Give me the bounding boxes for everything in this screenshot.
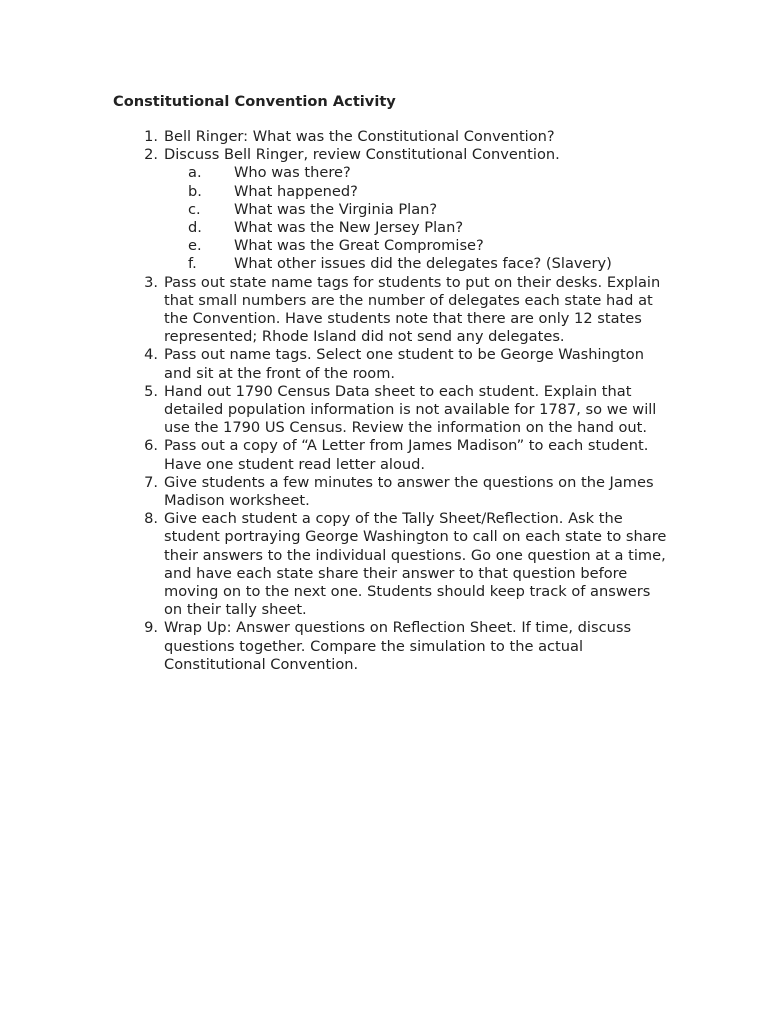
list-item — [113, 146, 673, 273]
list-item-text: Give students a few minutes to answer the questions on the James Madison worksheet. — [164, 473, 654, 510]
activity-steps-list — [113, 128, 673, 674]
sub-list-item — [164, 201, 673, 219]
sub-list-item-label: c. — [188, 200, 201, 218]
list-item — [113, 383, 673, 438]
sub-list-item — [164, 219, 673, 237]
list-item-number: 9. — [144, 619, 158, 637]
list-item — [113, 346, 673, 382]
list-item-number: 5. — [144, 382, 158, 400]
list-item-number: 7. — [144, 473, 158, 491]
sub-list-item-text: What was the New Jersey Plan? — [234, 219, 464, 237]
sub-list-item — [164, 164, 673, 182]
list-item-text: Pass out a copy of “A Letter from James Madison” to each student. Have one student read letter aloud. — [164, 437, 649, 473]
sub-list-item-text: What was the Great Compromise? — [234, 237, 484, 255]
list-item-number: 8. — [144, 510, 158, 528]
document-title: Constitutional Convention Activity — [113, 93, 396, 110]
list-item-number: 2. — [144, 146, 158, 164]
sub-list — [164, 164, 673, 273]
list-item-text: Give each student a copy of the Tally Sheet/Reflection. Ask the student portraying George Washington to call on each state to share their answers to the individual questions. Go one question at a time, and have each state share their answer to that question before moving on to the next one. Students should keep track of answers on their tally sheet. — [164, 510, 667, 619]
list-item-text: Discuss Bell Ringer, review Constitutional Convention. — [164, 146, 560, 164]
list-item-number: 1. — [144, 128, 158, 145]
list-item — [113, 274, 673, 347]
sub-list-item — [164, 255, 673, 273]
list-item-text: Pass out name tags. Select one student to be George Washington and sit at the front of the room. — [164, 346, 644, 382]
sub-list-item — [164, 237, 673, 255]
list-item-number: 3. — [144, 273, 158, 291]
list-item-text: Bell Ringer: What was the Constitutional Convention? — [164, 128, 555, 145]
list-item — [113, 510, 673, 619]
sub-list-item-label: a. — [188, 164, 202, 182]
sub-list-item — [164, 183, 673, 201]
list-item-text: Pass out state name tags for students to put on their desks. Explain that small numbers are the number of delegates each state had at the Convention. Have students note that there are only 12 states represented; Rhode Island did not send any delegates. — [164, 273, 661, 346]
list-item-text: Wrap Up: Answer questions on Reflection Sheet. If time, discuss questions together. Compare the simulation to the actual Constitutional Convention. — [164, 619, 632, 673]
list-item — [113, 128, 673, 146]
sub-list-item-text: Who was there? — [234, 164, 351, 182]
list-item — [113, 437, 673, 473]
list-item-number: 6. — [144, 437, 158, 455]
sub-list-item-label: d. — [188, 219, 202, 237]
sub-list-item-label: f. — [188, 255, 197, 273]
list-item-number: 4. — [144, 346, 158, 364]
sub-list-item-text: What other issues did the delegates face? (Slavery) — [234, 255, 612, 273]
sub-list-item-text: What happened? — [234, 182, 358, 200]
list-item-text: Hand out 1790 Census Data sheet to each student. Explain that detailed population information is not available for 1787, so we will use the 1790 US Census. Review the information on the hand out. — [164, 382, 657, 437]
sub-list-item-text: What was the Virginia Plan? — [234, 200, 438, 218]
sub-list-item-label: b. — [188, 182, 202, 200]
list-item — [113, 474, 673, 510]
list-item — [113, 619, 673, 674]
sub-list-item-label: e. — [188, 237, 202, 255]
